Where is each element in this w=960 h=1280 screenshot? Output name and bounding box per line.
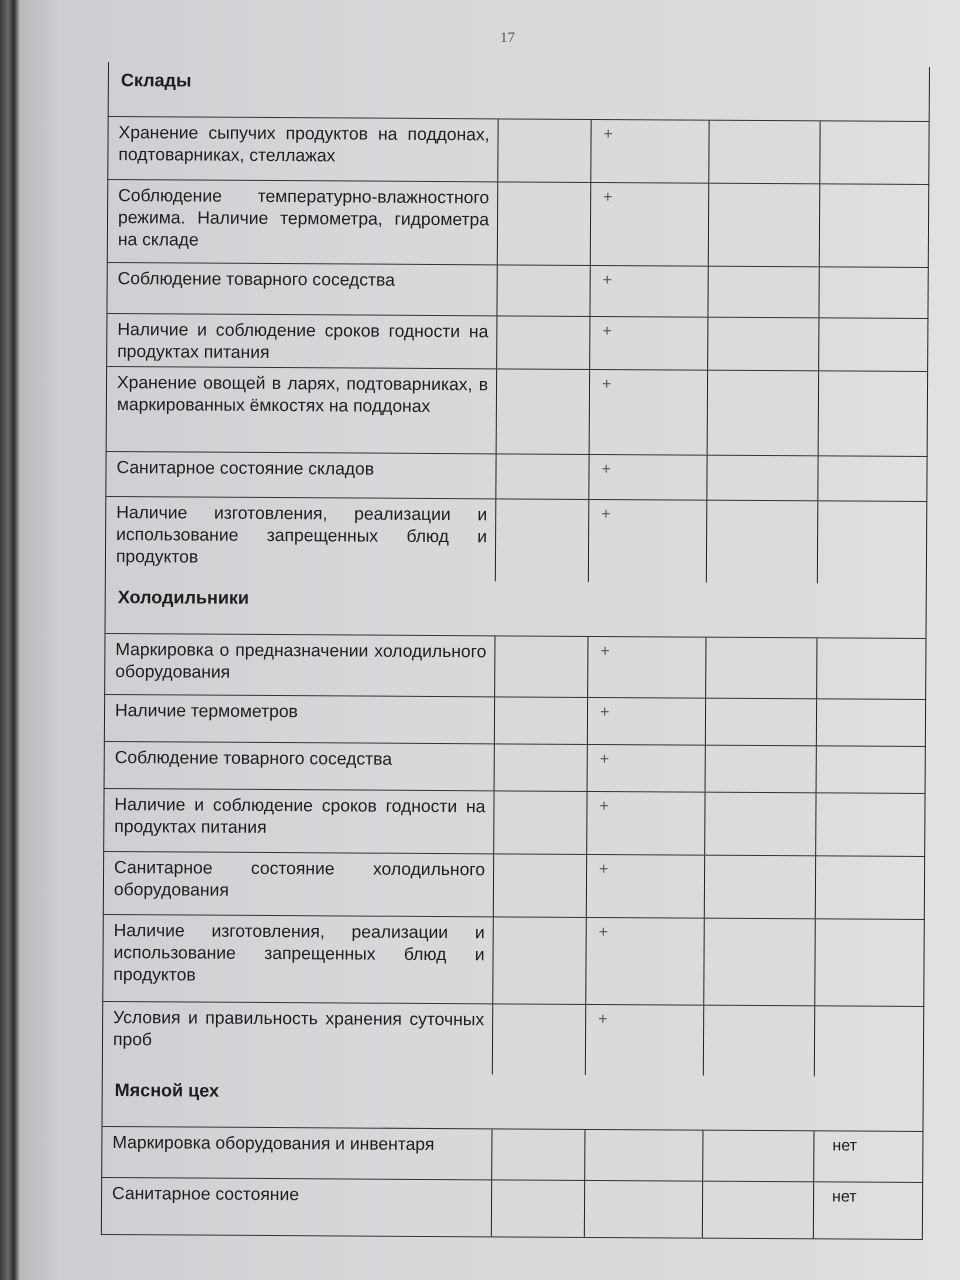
mark-cell: [703, 1182, 814, 1239]
mark-cell: [820, 121, 928, 184]
mark-cell: [815, 919, 924, 1006]
table-row: [103, 788, 925, 856]
mark-cell: [493, 917, 587, 1004]
mark-cell: [707, 456, 818, 501]
table-row: [102, 1001, 924, 1077]
criterion-cell: Наличие и соблюдение сроков годности на продуктах питания: [107, 314, 497, 368]
table-row: [103, 851, 925, 919]
table-row: [106, 366, 929, 456]
mark-cell: +: [589, 455, 707, 500]
criterion-cell: Наличие термометров: [105, 695, 495, 743]
mark-cell: [706, 746, 817, 793]
table-row: [104, 694, 926, 746]
criterion-cell: Хранение сыпучих продуктов на поддонах, подтоварниках, стеллажах: [108, 117, 498, 181]
mark-cell: [706, 638, 817, 699]
mark-cell: [498, 182, 591, 265]
mark-cell: [816, 793, 924, 856]
mark-cell: нет: [832, 1188, 857, 1206]
criterion-cell: Наличие и соблюдение сроков годности на продуктах питания: [104, 789, 494, 853]
mark-cell: +: [588, 745, 706, 792]
table-row: [104, 741, 926, 793]
mark-cell: [495, 697, 588, 744]
mark-cell: +: [591, 120, 709, 183]
mark-cell: [585, 1130, 703, 1181]
mark-cell: [497, 316, 590, 369]
criterion-cell: Маркировка о предназначении холодильного оборудования: [105, 634, 495, 696]
mark-cell: [585, 1181, 703, 1238]
mark-cell: +: [590, 266, 708, 317]
table-row: [107, 179, 929, 267]
mark-cell: [497, 369, 591, 454]
section-header: Склады: [108, 62, 930, 121]
table-row: [107, 116, 929, 184]
criterion-cell: Маркировка оборудования и инвентаря: [102, 1127, 492, 1179]
mark-cell: [819, 318, 927, 371]
criterion-cell: Соблюдение температурно-влажностного режима. Наличие термометра, гидрометра на складе: [108, 180, 498, 264]
criterion-cell: Соблюдение товарного соседства: [107, 263, 497, 315]
criterion-cell: Соблюдение товарного соседства: [105, 742, 495, 790]
mark-cell: [494, 791, 587, 854]
mark-cell: нет: [832, 1137, 857, 1155]
mark-cell: [496, 454, 589, 499]
mark-cell: [498, 119, 591, 182]
table-row: [102, 914, 925, 1006]
mark-cell: +: [586, 918, 705, 1005]
mark-cell: [495, 744, 588, 791]
mark-cell: +: [588, 637, 706, 698]
mark-cell: [705, 856, 816, 919]
mark-cell: [815, 1006, 923, 1077]
mark-cell: [817, 746, 925, 793]
mark-cell: [705, 793, 816, 856]
mark-cell: +: [589, 500, 707, 583]
mark-cell: [816, 856, 924, 919]
table-row: [105, 451, 927, 501]
section-header: Мясной цех: [102, 1072, 924, 1131]
mark-cell: [707, 501, 818, 584]
page-number: 17: [500, 30, 515, 46]
mark-cell: [706, 699, 817, 746]
mark-cell: [704, 919, 816, 1006]
mark-cell: +: [586, 1005, 704, 1076]
mark-cell: [494, 854, 587, 917]
mark-cell: [495, 636, 588, 697]
table-row: [106, 313, 928, 371]
criterion-cell: Санитарное состояние холодильного оборудования: [104, 852, 494, 916]
section-header: Холодильники: [105, 579, 927, 638]
table-row: [101, 1126, 923, 1182]
mark-cell: [818, 501, 926, 584]
mark-cell: [819, 371, 928, 456]
mark-cell: [492, 1129, 585, 1180]
mark-cell: +: [587, 855, 705, 918]
mark-cell: [497, 265, 590, 316]
criterion-cell: Санитарное состояние: [102, 1178, 492, 1236]
mark-cell: [704, 1006, 815, 1077]
mark-cell: +: [587, 792, 705, 855]
mark-cell: +: [590, 317, 708, 370]
table-row: [104, 633, 926, 699]
mark-cell: [709, 121, 820, 184]
criterion-cell: Условия и правильность хранения суточных проб: [103, 1002, 493, 1074]
mark-cell: [496, 499, 589, 582]
mark-cell: [703, 1131, 814, 1182]
table-row: [106, 262, 928, 318]
table-row: [101, 1177, 923, 1240]
mark-cell: [708, 371, 820, 456]
criterion-cell: Наличие изготовления, реализации и использование запрещенных блюд и продуктов: [103, 915, 494, 1003]
table-row: [105, 496, 927, 584]
criterion-cell: Наличие изготовления, реализации и использование запрещенных блюд и продуктов: [106, 497, 496, 581]
mark-cell: [818, 456, 926, 501]
mark-cell: [708, 267, 819, 318]
mark-cell: [817, 699, 925, 746]
mark-cell: +: [590, 370, 709, 455]
criterion-cell: Хранение овощей в ларях, подтоварниках, в маркированных ёмкостях на поддонах: [107, 367, 498, 453]
inspection-table: [101, 62, 930, 1240]
mark-cell: +: [588, 698, 706, 745]
mark-cell: +: [591, 183, 709, 266]
mark-cell: [708, 318, 819, 371]
mark-cell: [709, 184, 820, 267]
criterion-cell: Санитарное состояние складов: [106, 452, 496, 498]
mark-cell: [819, 267, 927, 318]
mark-cell: [820, 184, 928, 267]
mark-cell: [817, 638, 925, 699]
mark-cell: [492, 1180, 585, 1237]
mark-cell: [493, 1004, 586, 1075]
